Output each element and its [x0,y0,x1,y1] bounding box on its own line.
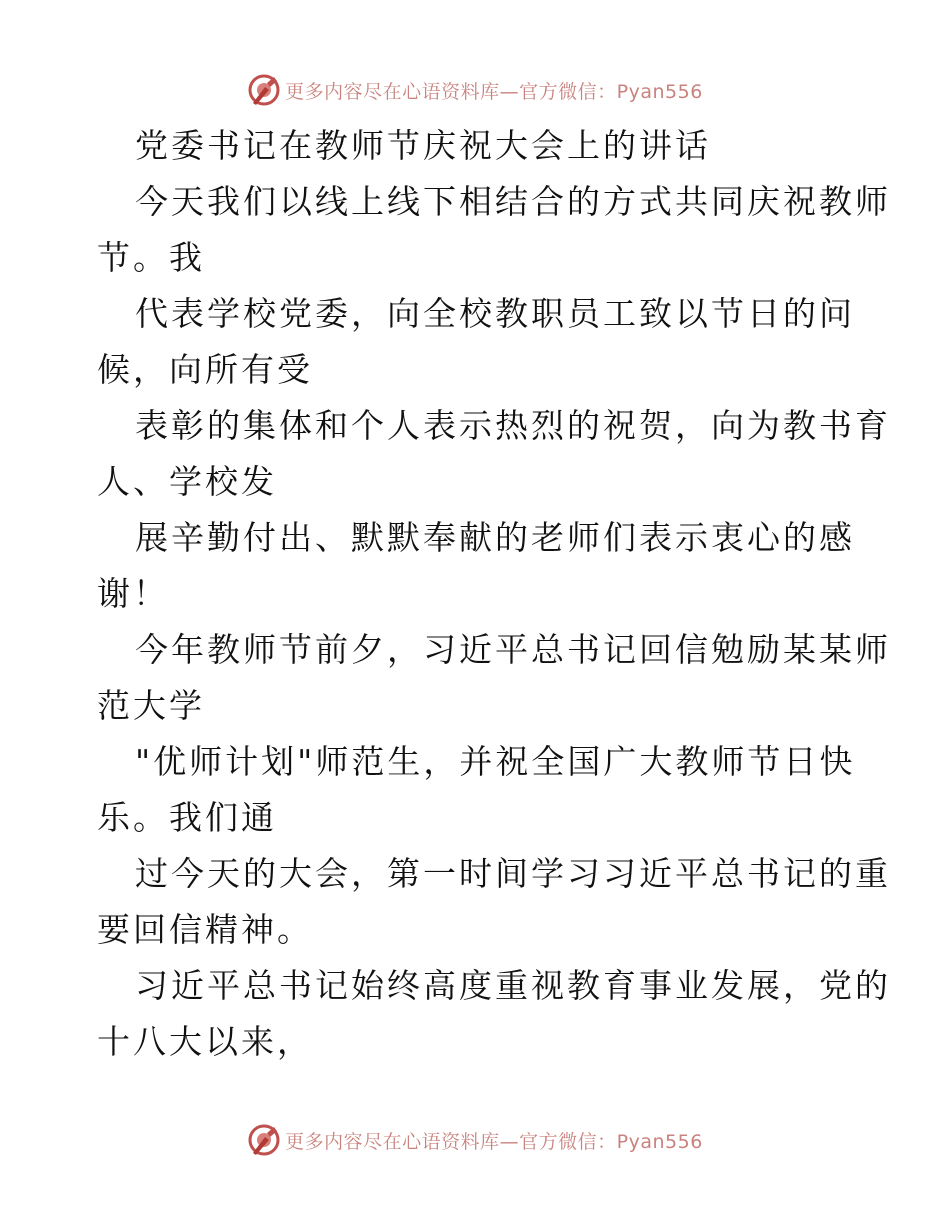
text-line: 范大学 [97,686,205,725]
text-line: 今天我们以线上线下相结合的方式共同庆祝教师 [135,182,891,221]
text-line: 表彰的集体和个人表示热烈的祝贺，向为教书育 [135,406,891,445]
pen-logo-icon [247,1123,281,1157]
text-line: 谢！ [97,574,169,613]
text-line: 今年教师节前夕，习近平总书记回信勉励某某师 [135,630,891,669]
text-line: 人、学校发 [97,462,277,501]
text-line: 代表学校党委，向全校教职员工致以节日的问 [135,294,855,333]
text-line: 展辛勤付出、默默奉献的老师们表示衷心的感 [135,518,855,557]
text-line: 候，向所有受 [97,350,313,389]
text-line: 习近平总书记始终高度重视教育事业发展，党的 [135,966,891,1005]
text-line: 过今天的大会，第一时间学习习近平总书记的重 [135,854,891,893]
document-title: 党委书记在教师节庆祝大会上的讲话 [135,126,711,165]
pen-logo-icon [247,73,281,107]
text-line: 十八大以来， [97,1022,313,1061]
text-line: 要回信精神。 [97,910,313,949]
text-line: "优师计划"师范生，并祝全国广大教师节日快 [135,742,856,781]
text-line: 乐。我们通 [97,798,277,837]
document-body [97,118,891,1070]
text-line: 节。我 [97,238,205,277]
footer-watermark [0,1120,950,1160]
header-watermark [0,70,950,110]
watermark-text: 更多内容尽在心语资料库—官方微信：Pyan556 [285,80,703,103]
watermark-text: 更多内容尽在心语资料库—官方微信：Pyan556 [285,1130,703,1153]
